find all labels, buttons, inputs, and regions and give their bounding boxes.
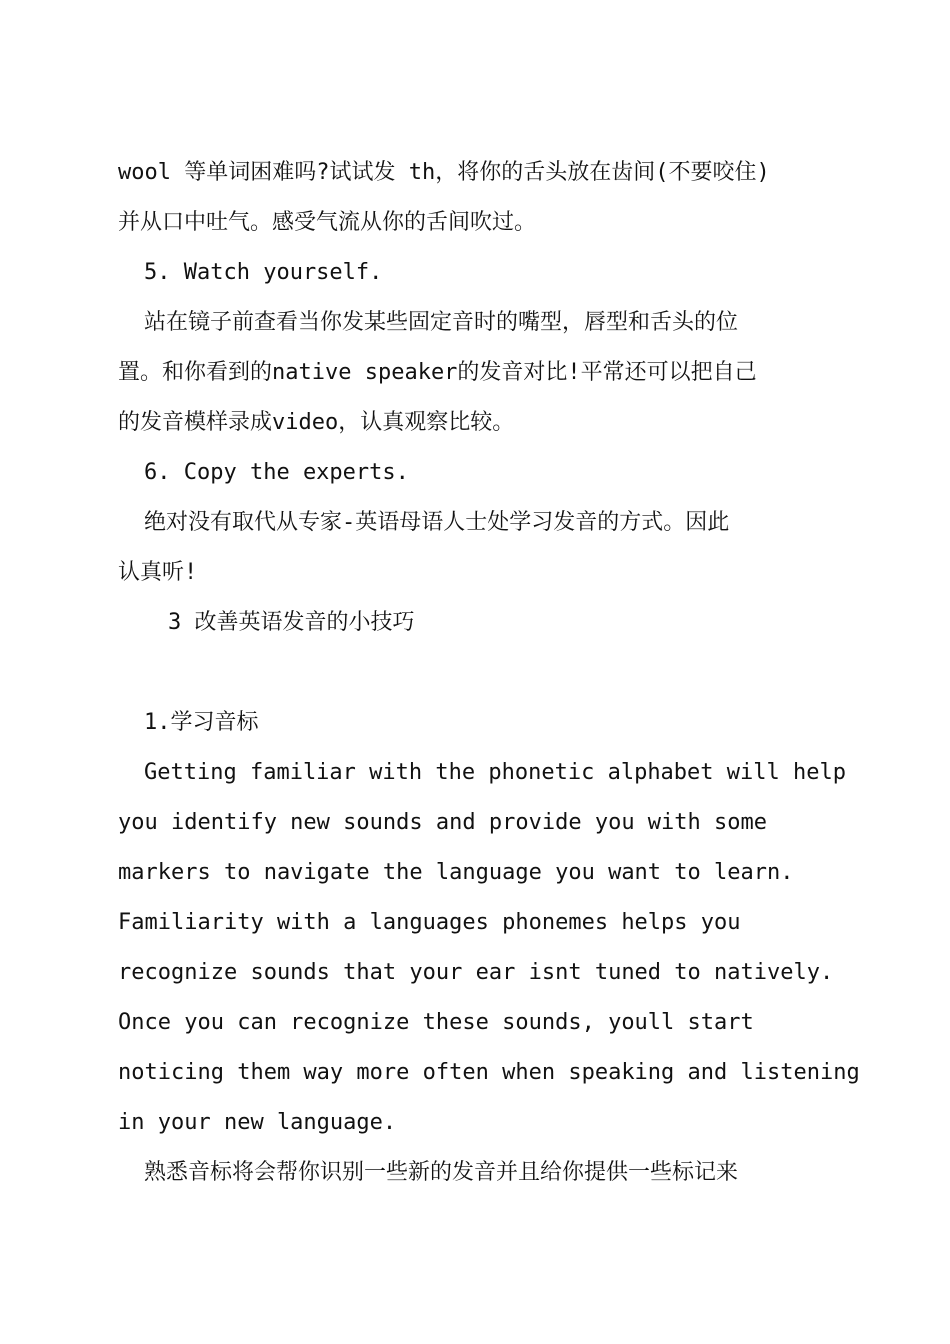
blank-line: [118, 648, 838, 698]
paragraph-line: 置。和你看到的native speaker的发音对比!平常还可以把自己: [118, 360, 757, 385]
paragraph-line: wool 等单词困难吗?试试发 th，将你的舌头放在齿间(不要咬住): [118, 160, 770, 185]
list-item-heading: 1.学习音标: [144, 710, 259, 735]
paragraph-line: in your new language.: [118, 1110, 397, 1135]
paragraph-line: 熟悉音标将会帮你识别一些新的发音并且给你提供一些标记来: [144, 1160, 739, 1185]
paragraph-line: noticing them way more often when speaking and listening: [118, 1060, 860, 1085]
paragraph-line: 站在镜子前查看当你发某些固定音时的嘴型，唇型和舌头的位: [144, 310, 739, 335]
paragraph-line: Getting familiar with the phonetic alphabet will help: [144, 760, 846, 785]
paragraph-line: 的发音模样录成video，认真观察比较。: [118, 410, 515, 435]
list-item-heading: 6. Copy the experts.: [144, 460, 409, 485]
document-body: [118, 148, 860, 1198]
paragraph-line: 绝对没有取代从专家-英语母语人士处学习发音的方式。因此: [144, 510, 730, 535]
paragraph-line: 认真听!: [118, 560, 198, 585]
paragraph-line: you identify new sounds and provide you with some: [118, 810, 768, 835]
paragraph-line: markers to navigate the language you want to learn.: [118, 860, 794, 885]
list-item-heading: 5. Watch yourself.: [144, 260, 383, 285]
paragraph-line: Once you can recognize these sounds, youll start: [118, 1010, 754, 1035]
paragraph-line: Familiarity with a languages phonemes helps you: [118, 910, 741, 935]
paragraph-line: 并从口中吐气。感受气流从你的舌间吹过。: [118, 210, 537, 235]
paragraph-line: recognize sounds that your ear isnt tuned to natively.: [118, 960, 834, 985]
section-heading: 3 改善英语发音的小技巧: [168, 610, 415, 635]
